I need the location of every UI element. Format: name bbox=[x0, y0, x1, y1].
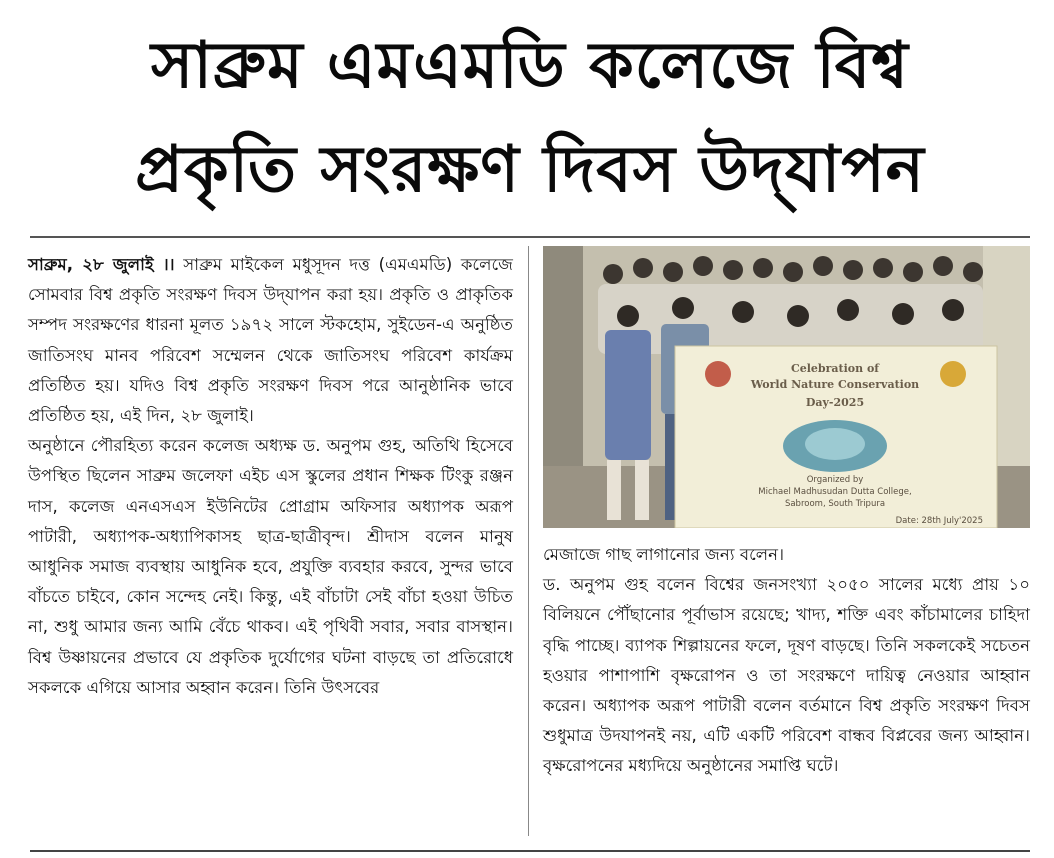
event-photo-illustration bbox=[543, 246, 1030, 528]
paragraph-1-text: সাব্রুম মাইকেল মধুসূদন দত্ত (এমএমডি) কলেজে সোমবার বিশ্ব প্রকৃতি সংরক্ষণ দিবস উদ্‌যাপন করা হয়। প্রকৃতি ও প্রাকৃতিক সম্পদ সংরক্ষণের ধারনা মূলত ১৯৭২ সালে স্টকহোম, সুইডেন-এ অনুষ্ঠিত জাতিসংঘ মানব পরিবেশ সম্মেলন থেকে জাতিসংঘ পরিবেশ কার্যক্রম প্রতিষ্ঠিত হয়। যদিও বিশ্ব প্রকৃতি সংরক্ষণ দিবস পরে আনুষ্ঠানিক ভাবে প্রতিষ্ঠিত হয়, এই দিন, ২৮ জুলাই। bbox=[28, 255, 513, 426]
article-paragraph-2: অনুষ্ঠানে পৌরহিত্য করেন কলেজ অধ্যক্ষ ড. অনুপম গুহ, অতিথি হিসেবে উপস্থিত ছিলেন সাব্রুম জলেফা এইচ এস স্কুলের প্রধান শিক্ষক টিংকু রঞ্জন দাস, কলেজ এনএসএস ইউনিটের প্রোগ্রাম অফিসার অধ্যাপক অরূপ পাটারী, অধ্যাপক-অধ্যাপিকাসহ ছাত্র-ছাত্রীবৃন্দ। শ্রীদাস বলেন মানুষ আধুনিক সমাজ ব্যবস্থায় আধুনিক হবে, প্রযুক্তি ব্যবহার করবে, সুন্দর ভাবে বাঁচতে চাইবে, কোন সন্দেহ নেই। কিন্তু, এই বাঁচাটা সেই বাঁচা হওয়া উচিত না, শুধু আমার জন্য আমি বেঁচে থাকব। এই পৃথিবী সবার, সবার বাসস্থান। বিশ্ব উষ্ণায়নের প্রভাবে যে প্রকৃতিক দুর্যোগের ঘটনা বাড়ছে তা প্রতিরোধে সকলকে এগিয়ে আসার অহ্বান করেন। তিনি উৎসবের bbox=[28, 436, 513, 697]
article-paragraph-4: ড. অনুপম গুহ বলেন বিশ্বের জনসংখ্যা ২০৫০ সালের মধ্যে প্রায় ১০ বিলিয়নে পৌঁছানোর পূর্বাভাস রয়েছে; খাদ্য, শক্তি এবং কাঁচামালের চাহিদা বৃদ্ধি পাচ্ছে। ব্যাপক শিল্পায়নের ফলে, দূষণ বাড়ছে। তিনি সকলকেই সচেতন হওয়ার পাশাপাশি বৃক্ষরোপন ও তা সংরক্ষণে দায়িত্ব নেওয়ার আহ্বান করেন। অধ্যাপক অরূপ পাটারী বলেন বর্তমানে বিশ্ব প্রকৃতি সংরক্ষণ দিবস শুধুমাত্র উদযাপনই নয়, এটি একটি পরিবেশ বান্ধব বিপ্লবের জন্য আহ্বান। বৃক্ষরোপনের মধ্যদিয়ে অনুষ্ঠানের সমাপ্তি ঘটে। bbox=[543, 575, 1030, 776]
top-rule bbox=[30, 236, 1030, 238]
headline-line-1: সাব্রুম এমএমডি কলেজে বিশ্ব bbox=[151, 29, 909, 103]
column-divider bbox=[528, 246, 529, 836]
banner-line-2: World Nature Conservation bbox=[750, 378, 920, 391]
banner-line-3: Day-2025 bbox=[805, 396, 865, 409]
banner-organizer-1: Organized by bbox=[806, 475, 864, 485]
event-photo bbox=[543, 246, 1030, 528]
banner-organizer-2: Michael Madhusudan Dutta College, bbox=[758, 487, 912, 497]
article-right-column bbox=[543, 540, 1030, 782]
banner-organizer-3: Sabroom, South Tripura bbox=[784, 499, 886, 509]
article-paragraph-3: মেজাজে গাছ লাগানোর জন্য বলেন। bbox=[543, 545, 785, 564]
headline bbox=[40, 14, 1020, 222]
banner-date: Date: 28th July'2025 bbox=[895, 516, 983, 526]
article-paragraph-1 bbox=[28, 250, 513, 431]
dateline: সাব্রুম, ২৮ জুলাই ।। bbox=[28, 255, 175, 274]
bottom-rule bbox=[30, 850, 1030, 852]
article-left-column bbox=[28, 250, 513, 703]
banner-line-1: Celebration of bbox=[790, 362, 880, 375]
headline-line-2: প্রকৃতি সংরক্ষণ দিবস উদ্‌যাপন bbox=[135, 133, 925, 207]
